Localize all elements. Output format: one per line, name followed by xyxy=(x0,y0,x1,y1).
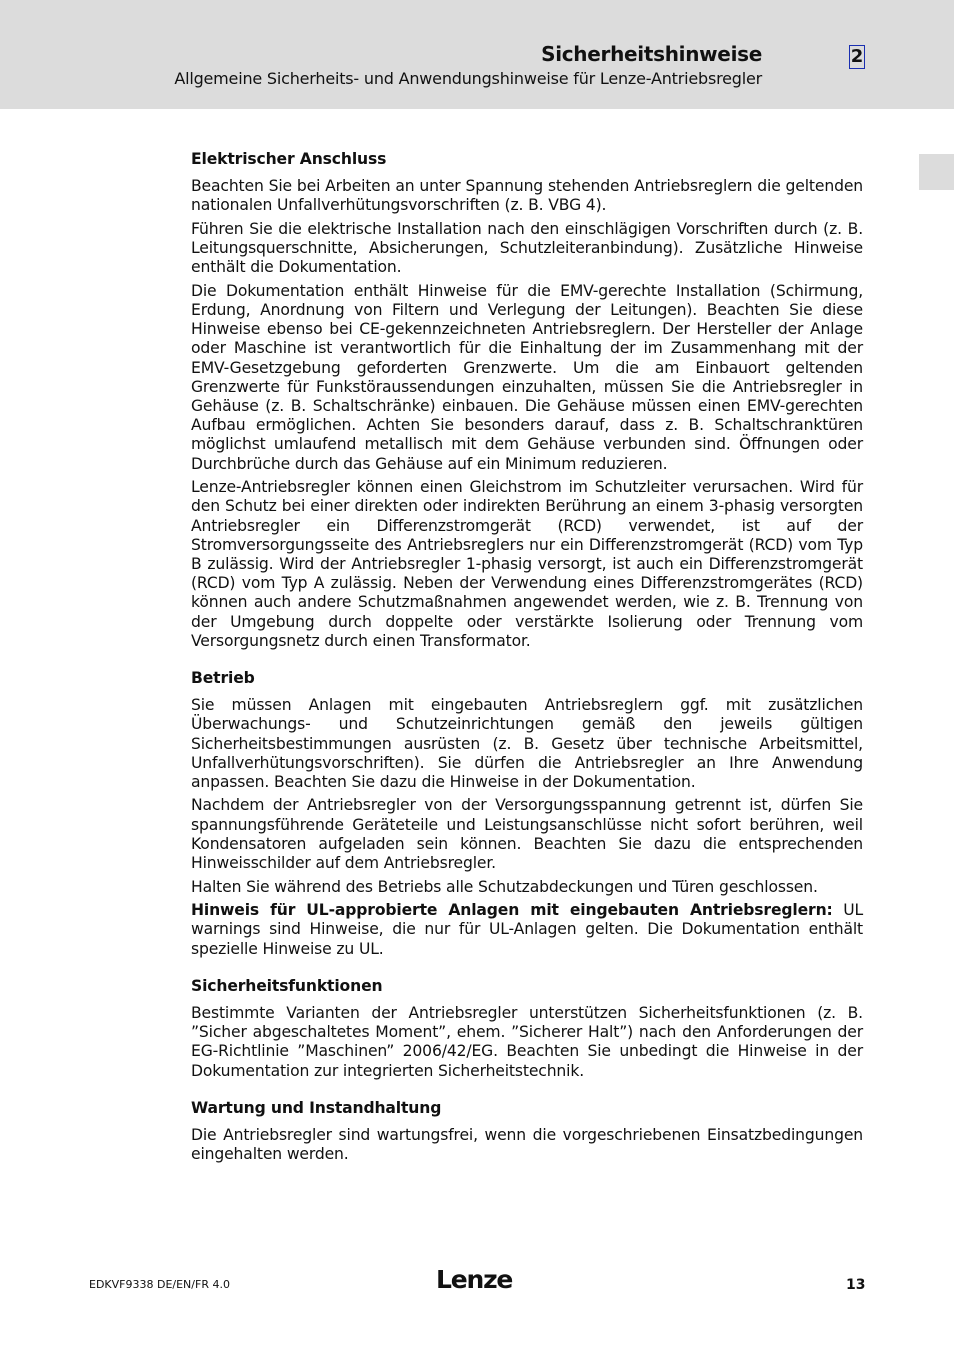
page-number: 13 xyxy=(846,1277,866,1293)
heading-betrieb: Betrieb xyxy=(191,668,255,687)
chapter-side-tab xyxy=(919,154,954,190)
chapter-number: 2 xyxy=(850,46,864,67)
paragraph: Halten Sie während des Betriebs alle Schutzabdeckungen und Türen geschlossen. xyxy=(191,877,818,896)
paragraph: Sie müssen Anlagen mit eingebauten Antriebsreglern ggf. mit zusätzlichen Überwachungs- und Schutzeinrichtungen gemäß den jeweils gültigen Sicherheitsbestimmungen ausrüsten (z. B. Gesetz über technische Arbeitsmittel, Unfallverhütungsvorschriften). Sie dürfen die Antriebsregler an Ihre Anwendung anpassen. Beachten Sie dazu die Hinweise in der Dokumentation. xyxy=(191,696,863,791)
paragraph: Nachdem der Antriebsregler von der Versorgungsspannung getrennt ist, dürfen Sie spannungsführende Geräteteile und Leistungsanschlüsse nicht sofort berühren, weil Kondensatoren aufgeladen sein können. Beachten Sie dazu die entsprechenden Hinweisschilder auf dem Antriebsregler. xyxy=(191,796,863,873)
main-content xyxy=(191,150,863,1169)
paragraph: Führen Sie die elektrische Installation nach den einschlägigen Vorschriften durch (z. B. Leitungsquerschnitte, Absicherungen, Schutzleiteranbindung). Zusätzliche Hinweise enthält die Dokumentation. xyxy=(191,219,863,277)
page-subtitle: Allgemeine Sicherheits- und Anwendungshinweise für Lenze-Antriebsregler xyxy=(174,69,762,88)
ul-note-text: UL warnings sind Hinweise, die nur für UL-Anlagen gelten. Die Dokumentation enthält spezielle Hinweise zu UL. xyxy=(191,901,864,958)
ul-note-label: Hinweis für UL-approbierte Anlagen mit eingebauten Antriebsreglern: xyxy=(191,901,833,920)
paragraph: Die Dokumentation enthält Hinweise für die EMV-gerechte Installation (Schirmung, Erdung, Anordnung von Filtern und Verlegung der Leitungen). Beachten Sie diese Hinweise ebenso bei CE-gekennzeichneten Antriebsreglern. Der Hersteller der Anlage oder Maschine ist verantwortlich für die Einhaltung der im Zusammenhang mit der EMV-Gesetzgebung geforderten Grenzwerte. Um die am Einbauort geltenden Grenzwerte für Funkstöraussendungen einzuhalten, müssen Sie die Antriebsregler in Gehäuse (z. B. Schaltschränke) einbauen. Die Gehäuse müssen einen EMV-gerechten Aufbau ermöglichen. Achten Sie besonders darauf, dass z. B. Schaltschranktüren möglichst umlaufend metallisch mit dem Gehäuse verbunden sind. Öffnungen oder Durchbrüche durch das Gehäuse auf ein Minimum reduzieren. xyxy=(191,281,863,473)
document-id: EDKVF9338 DE/EN/FR 4.0 xyxy=(89,1278,230,1291)
header-band xyxy=(0,0,954,109)
heading-wartung: Wartung und Instandhaltung xyxy=(191,1098,442,1117)
paragraph: Die Antriebsregler sind wartungsfrei, wenn die vorgeschriebenen Einsatzbedingungen eingehalten werden. xyxy=(191,1125,863,1164)
heading-sicherheitsfunktionen: Sicherheitsfunktionen xyxy=(191,976,383,995)
paragraph: Bestimmte Varianten der Antriebsregler unterstützen Sicherheitsfunktionen (z. B. ”Sicher abgeschaltetes Moment”, ehem. ”Sicherer Halt”) nach den Anforderungen der EG-Richtlinie ”Maschinen” 2006/42/EG. Beachten Sie unbedingt die Hinweise in der Dokumentation zur integrierten Sicherheitstechnik. xyxy=(191,1003,863,1080)
paragraph: Beachten Sie bei Arbeiten an unter Spannung stehenden Antriebsreglern die geltenden nationalen Unfallverhütungsvorschriften (z. B. VBG 4). xyxy=(191,177,863,215)
heading-elektrischer-anschluss: Elektrischer Anschluss xyxy=(191,150,387,168)
page-title: Sicherheitshinweise xyxy=(541,42,762,66)
lenze-logo: Lenze xyxy=(436,1265,513,1294)
paragraph-ul-note xyxy=(191,901,863,959)
paragraph: Lenze-Antriebsregler können einen Gleichstrom im Schutzleiter verursachen. Wird für den Schutz bei einer direkten oder indirekten Berührung an einem 3-phasig versorgten Antriebsregler ein Differenzstromgerät (RCD) verwendet, ist auf der Stromversorgungsseite des Antriebsreglers nur ein Differenzstromgerät (RCD) vom Typ B zulässig. Wird der Antriebsregler 1-phasig versorgt, ist auch ein Differenzstromgerät (RCD) vom Typ A zulässig. Neben der Verwendung eines Differenzstromgerätes (RCD) können auch andere Schutzmaßnahmen angewendet werden, wie z. B. Trennung von der Umgebung durch doppelte oder verstärkte Isolierung oder Trennung vom Versorgungsnetz durch einen Transformator. xyxy=(191,478,863,650)
